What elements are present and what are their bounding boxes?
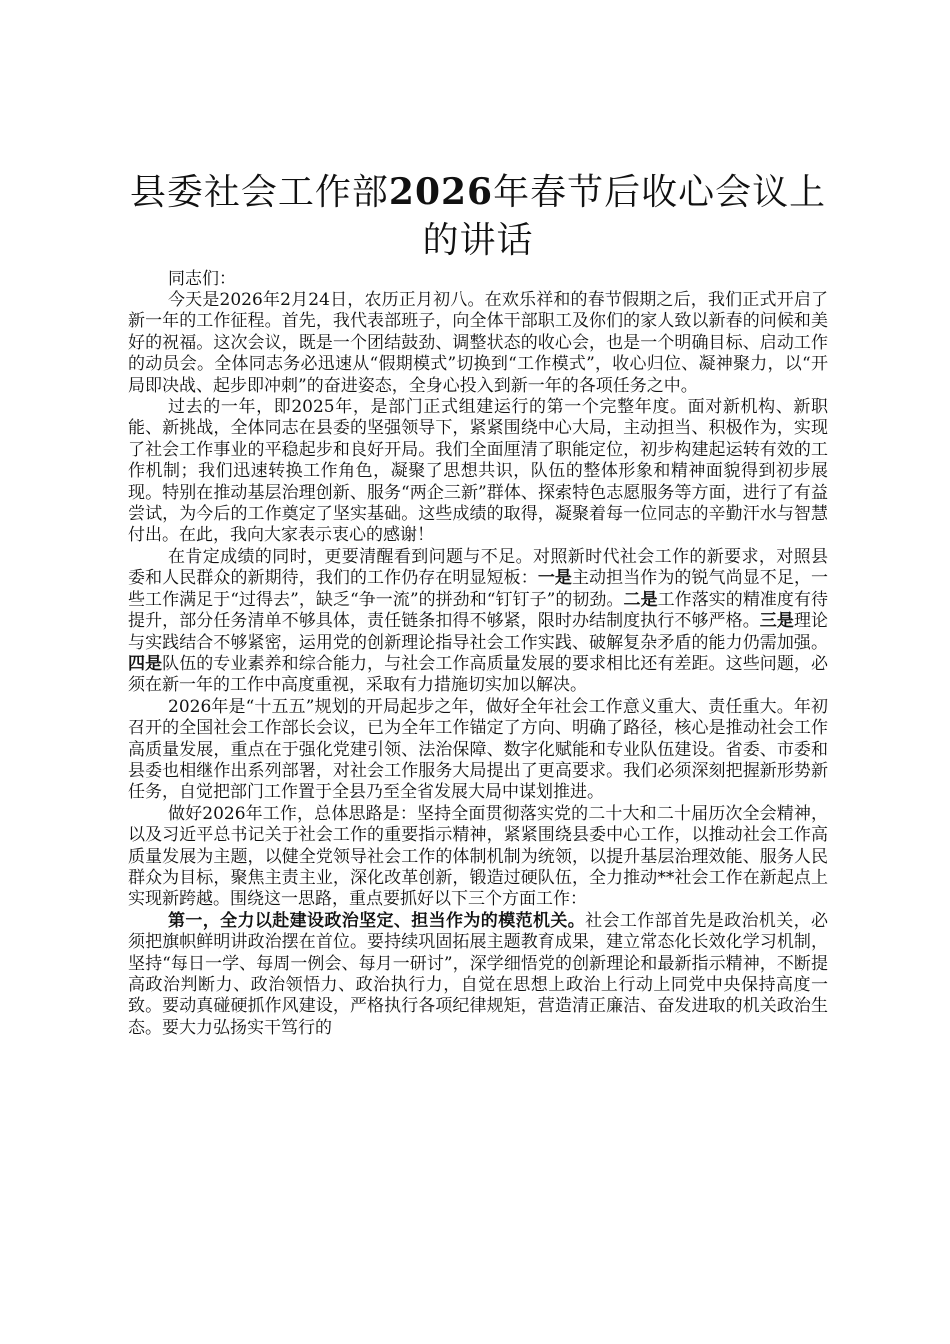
title-year: 2026 [388,171,494,213]
paragraph-5: 做好2026年工作，总体思路是：坚持全面贯彻落实党的二十大和二十届历次全会精神，以及习近平总书记关于社会工作的重要指示精神，紧紧围绕县委中心工作，以推动社会工作高质量发展为主题，以健全党领导社会工作的体制机制为统领，以提升基层治理效能、服务人民群众为目标，聚焦主责主业，深化改革创新，锻造过硬队伍，全力推动**社会工作在新起点上实现新跨越。围绕这一思路，重点要抓好以下三个方面工作： [128,803,828,910]
paragraph-6 [128,911,828,1039]
paragraph-3 [128,547,828,697]
document-page [128,168,828,1039]
title-part1: 县委社会工作部 [129,172,389,213]
p3-intro: 在肯定成绩的同时，更要清醒看到问题与不足。对照新时代社会工作的新要求，对照县委和人民群众的新期待，我们的工作仍存在明显短板： [128,546,828,589]
title-part2: 年春节后收心会议上的讲话 [422,172,827,261]
paragraph-2: 过去的一年，即2025年，是部门正式组建运行的第一个完整年度。面对新机构、新职能、新挑战，全体同志在县委的坚强领导下，紧紧围绕中心大局，主动担当、积极作为，实现了社会工作事业的平稳起步和良好开局。我们全面厘清了职能定位，初步构建起运转有效的工作机制；我们迅速转换工作角色，凝聚了思想共识，队伍的整体形象和精神面貌得到初步展现。特别在推动基层治理创新、服务“两企三新”群体、探索特色志愿服务等方面，进行了有益尝试，为今后的工作奠定了坚实基础。这些成绩的取得，凝聚着每一位同志的辛勤汗水与智慧付出。在此，我向大家表示衷心的感谢！ [128,397,828,546]
p6-body: 社会工作部首先是政治机关，必须把旗帜鲜明讲政治摆在首位。要持续巩固拓展主题教育成果，建立常态化长效化学习机制，坚持“每日一学、每周一例会、每月一研讨”，深学细悟党的创新理论和最新指示精神，不断提高政治判断力、政治领悟力、政治执行力，自觉在思想上政治上行动上同党中央保持高度一致。要动真碰硬抓作风建设，严格执行各项纪律规矩，营造清正廉洁、奋发进取的机关政治生态。要大力弘扬实干笃行的 [128,910,829,1038]
keyword-fourth: 四是 [128,653,163,674]
p3-point1: 主动担当作为的锐气尚显不足，一些工作满足于“过得去”，缺乏“争一流”的拼劲和“钉钉子”的韧劲。 [128,568,829,610]
section-heading-first: 第一，全力以赴建设政治坚定、担当作为的模范机关。 [168,910,586,931]
paragraph-1: 今天是2026年2月24日，农历正月初八。在欢乐祥和的春节假期之后，我们正式开启了新一年的工作征程。首先，我代表部班子，向全体干部职工及你们的家人致以新春的问候和美好的祝福。这次会议，既是一个团结鼓劲、调整状态的收心会，也是一个明确目标、启动工作的动员会。全体同志务必迅速从“假期模式”切换到“工作模式”，收心归位、凝神聚力，以“开局即决战、起步即冲刺”的奋进姿态，全身心投入到新一年的各项任务之中。 [128,290,828,396]
salutation: 同志们： [168,269,236,289]
p3-point3: 理论与实践结合不够紧密，运用党的创新理论指导社会工作实践、破解复杂矛盾的能力仍需加强。 [128,611,829,653]
paragraph-4: 2026年是“十五五”规划的开局起步之年，做好全年社会工作意义重大、责任重大。年初召开的全国社会工作部长会议，已为全年工作锚定了方向、明确了路径，核心是推动社会工作高质量发展，重点在于强化党建引领、法治保障、数字化赋能和专业队伍建设。省委、市委和县委也相继作出系列部署，对社会工作服务大局提出了更高要求。我们必须深刻把握新形势新任务，自觉把部门工作置于全县乃至全省发展大局中谋划推进。 [128,696,828,803]
p3-point4: 队伍的专业素养和综合能力，与社会工作高质量发展的要求相比还有差距。这些问题，必须在新一年的工作中高度重视，采取有力措施切实加以解决。 [128,653,829,696]
document-title [128,168,828,265]
keyword-second: 二是 [623,589,658,610]
p3-point2: 工作落实的精准度有待提升，部分任务清单不够具体，责任链条扣得不够紧，限时办结制度执行不够严格。 [128,589,829,632]
keyword-first: 一是 [537,568,572,589]
keyword-third: 三是 [759,611,794,632]
